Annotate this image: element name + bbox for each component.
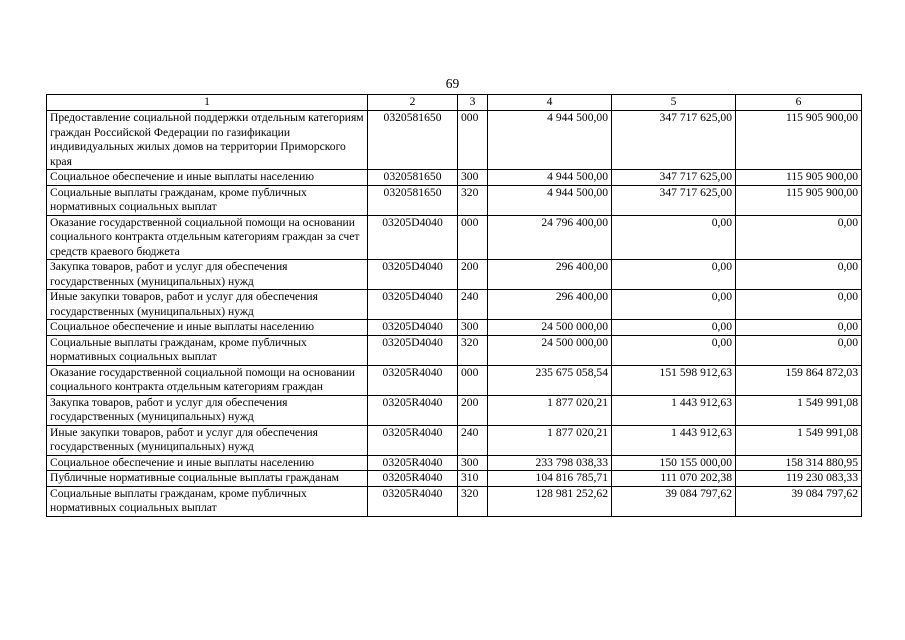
column-number-row <box>47 95 862 111</box>
row-name-cell: Закупка товаров, работ и услуг для обеспечения государственных (муниципальных) нужд <box>47 260 368 290</box>
amount-col5-cell: 347 717 625,00 <box>612 170 736 186</box>
amount-col5-cell: 39 084 797,62 <box>612 486 736 516</box>
amount-col5-cell: 347 717 625,00 <box>612 185 736 215</box>
target-article-code-cell: 0320581650 <box>368 170 458 186</box>
expense-type-code-cell: 300 <box>458 320 488 336</box>
amount-col4-cell: 4 944 500,00 <box>488 185 612 215</box>
amount-col4-cell: 128 981 252,62 <box>488 486 612 516</box>
target-article-code-cell: 03205R4040 <box>368 486 458 516</box>
table-row <box>47 111 862 170</box>
amount-col4-cell: 24 500 000,00 <box>488 335 612 365</box>
expense-type-code-cell: 000 <box>458 365 488 395</box>
row-name-cell: Закупка товаров, работ и услуг для обеспечения государственных (муниципальных) нужд <box>47 395 368 425</box>
amount-col6-cell: 115 905 900,00 <box>736 170 862 186</box>
amount-col5-cell: 0,00 <box>612 215 736 260</box>
expense-type-code-cell: 320 <box>458 486 488 516</box>
row-name-cell: Социальное обеспечение и иные выплаты населению <box>47 455 368 471</box>
row-name-cell: Социальное обеспечение и иные выплаты населению <box>47 170 368 186</box>
target-article-code-cell: 0320581650 <box>368 111 458 170</box>
expense-type-code-cell: 200 <box>458 260 488 290</box>
budget-table <box>46 94 862 517</box>
column-header: 2 <box>368 95 458 111</box>
target-article-code-cell: 03205R4040 <box>368 455 458 471</box>
amount-col5-cell: 0,00 <box>612 260 736 290</box>
table-row <box>47 425 862 455</box>
table-row <box>47 215 862 260</box>
amount-col4-cell: 4 944 500,00 <box>488 170 612 186</box>
table-row <box>47 395 862 425</box>
target-article-code-cell: 03205D4040 <box>368 260 458 290</box>
target-article-code-cell: 03205R4040 <box>368 395 458 425</box>
row-name-cell: Оказание государственной социальной помощи на основании социального контракта отдельным категориям граждан за счет средств краевого бюджета <box>47 215 368 260</box>
expense-type-code-cell: 310 <box>458 471 488 487</box>
amount-col4-cell: 296 400,00 <box>488 260 612 290</box>
target-article-code-cell: 0320581650 <box>368 185 458 215</box>
amount-col5-cell: 151 598 912,63 <box>612 365 736 395</box>
target-article-code-cell: 03205R4040 <box>368 471 458 487</box>
amount-col6-cell: 1 549 991,08 <box>736 395 862 425</box>
amount-col6-cell: 158 314 880,95 <box>736 455 862 471</box>
page-number: 69 <box>445 76 460 91</box>
amount-col5-cell: 1 443 912,63 <box>612 425 736 455</box>
target-article-code-cell: 03205D4040 <box>368 215 458 260</box>
table-row <box>47 335 862 365</box>
amount-col5-cell: 150 155 000,00 <box>612 455 736 471</box>
table-row <box>47 170 862 186</box>
amount-col6-cell: 1 549 991,08 <box>736 425 862 455</box>
column-header: 1 <box>47 95 368 111</box>
expense-type-code-cell: 320 <box>458 335 488 365</box>
target-article-code-cell: 03205D4040 <box>368 320 458 336</box>
table-row <box>47 365 862 395</box>
amount-col5-cell: 1 443 912,63 <box>612 395 736 425</box>
amount-col6-cell: 159 864 872,03 <box>736 365 862 395</box>
amount-col4-cell: 296 400,00 <box>488 290 612 320</box>
budget-table-body <box>47 95 862 517</box>
amount-col4-cell: 235 675 058,54 <box>488 365 612 395</box>
table-row <box>47 455 862 471</box>
column-header: 3 <box>458 95 488 111</box>
expense-type-code-cell: 000 <box>458 111 488 170</box>
target-article-code-cell: 03205D4040 <box>368 335 458 365</box>
row-name-cell: Социальные выплаты гражданам, кроме публичных нормативных социальных выплат <box>47 185 368 215</box>
amount-col5-cell: 0,00 <box>612 290 736 320</box>
row-name-cell: Предоставление социальной поддержки отдельным категориям граждан Российской Федерации по газификации индивидуальных жилых домов на территории Приморского края <box>47 111 368 170</box>
table-row <box>47 471 862 487</box>
amount-col4-cell: 104 816 785,71 <box>488 471 612 487</box>
amount-col4-cell: 24 500 000,00 <box>488 320 612 336</box>
target-article-code-cell: 03205D4040 <box>368 290 458 320</box>
table-row <box>47 290 862 320</box>
expense-type-code-cell: 240 <box>458 290 488 320</box>
amount-col6-cell: 0,00 <box>736 335 862 365</box>
column-header: 6 <box>736 95 862 111</box>
table-row <box>47 185 862 215</box>
amount-col6-cell: 39 084 797,62 <box>736 486 862 516</box>
amount-col4-cell: 24 796 400,00 <box>488 215 612 260</box>
table-row <box>47 260 862 290</box>
row-name-cell: Публичные нормативные социальные выплаты гражданам <box>47 471 368 487</box>
row-name-cell: Социальное обеспечение и иные выплаты населению <box>47 320 368 336</box>
amount-col6-cell: 115 905 900,00 <box>736 185 862 215</box>
amount-col6-cell: 0,00 <box>736 260 862 290</box>
row-name-cell: Социальные выплаты гражданам, кроме публичных нормативных социальных выплат <box>47 486 368 516</box>
column-header: 5 <box>612 95 736 111</box>
amount-col4-cell: 1 877 020,21 <box>488 395 612 425</box>
amount-col4-cell: 233 798 038,33 <box>488 455 612 471</box>
expense-type-code-cell: 200 <box>458 395 488 425</box>
row-name-cell: Социальные выплаты гражданам, кроме публичных нормативных социальных выплат <box>47 335 368 365</box>
amount-col6-cell: 119 230 083,33 <box>736 471 862 487</box>
expense-type-code-cell: 000 <box>458 215 488 260</box>
table-row <box>47 486 862 516</box>
row-name-cell: Иные закупки товаров, работ и услуг для обеспечения государственных (муниципальных) нужд <box>47 290 368 320</box>
expense-type-code-cell: 240 <box>458 425 488 455</box>
amount-col5-cell: 347 717 625,00 <box>612 111 736 170</box>
amount-col5-cell: 111 070 202,38 <box>612 471 736 487</box>
row-name-cell: Оказание государственной социальной помощи на основании социального контракта отдельным категориям граждан <box>47 365 368 395</box>
row-name-cell: Иные закупки товаров, работ и услуг для обеспечения государственных (муниципальных) нужд <box>47 425 368 455</box>
amount-col5-cell: 0,00 <box>612 335 736 365</box>
amount-col6-cell: 0,00 <box>736 320 862 336</box>
expense-type-code-cell: 300 <box>458 455 488 471</box>
amount-col5-cell: 0,00 <box>612 320 736 336</box>
expense-type-code-cell: 320 <box>458 185 488 215</box>
expense-type-code-cell: 300 <box>458 170 488 186</box>
table-row <box>47 320 862 336</box>
amount-col6-cell: 0,00 <box>736 215 862 260</box>
amount-col4-cell: 1 877 020,21 <box>488 425 612 455</box>
target-article-code-cell: 03205R4040 <box>368 425 458 455</box>
amount-col6-cell: 0,00 <box>736 290 862 320</box>
target-article-code-cell: 03205R4040 <box>368 365 458 395</box>
amount-col4-cell: 4 944 500,00 <box>488 111 612 170</box>
amount-col6-cell: 115 905 900,00 <box>736 111 862 170</box>
column-header: 4 <box>488 95 612 111</box>
